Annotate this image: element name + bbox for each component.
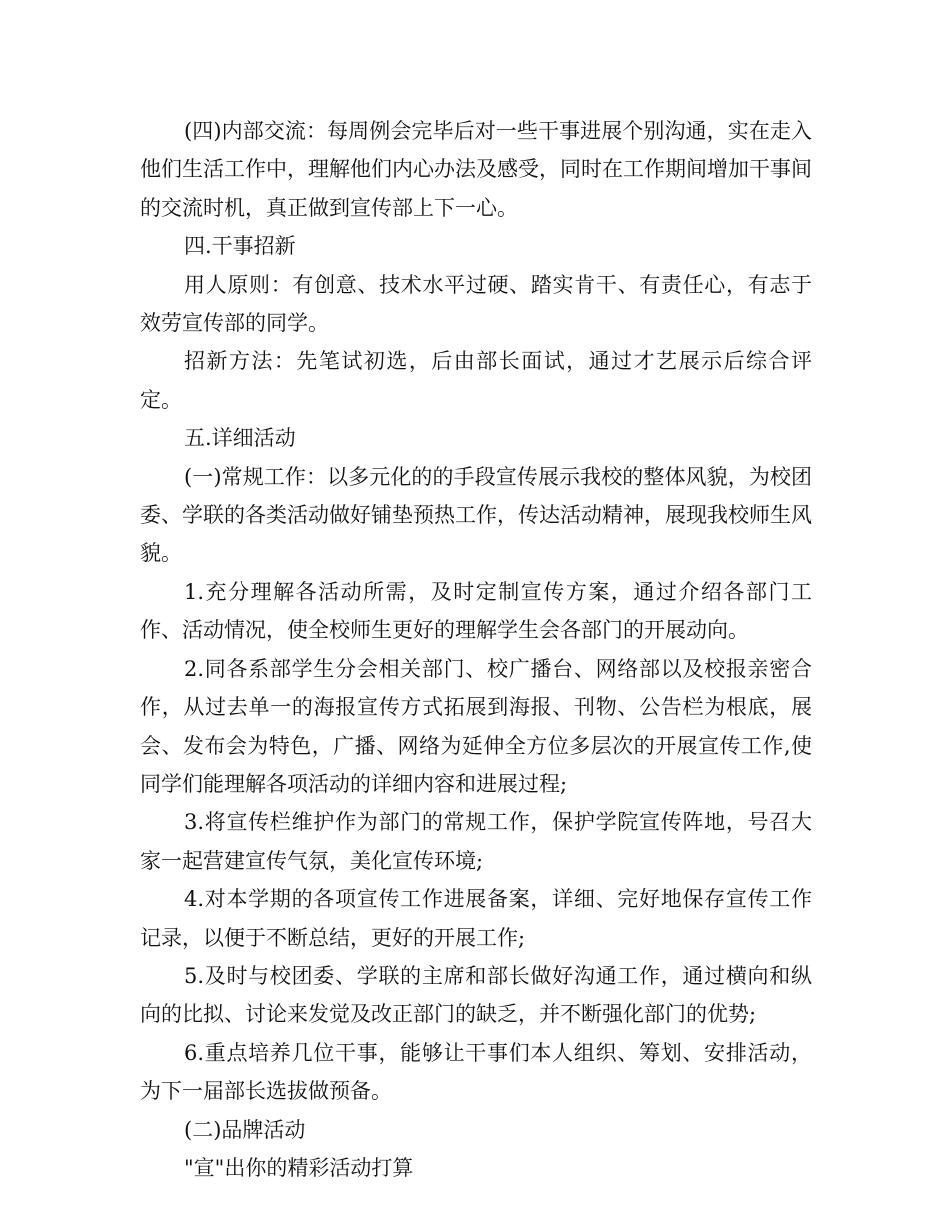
list-item-1: 1.充分理解各活动所需，及时定制宣传方案，通过介绍各部门工作、活动情况，使全校师生更好的理解学生会各部门的开展动向。 bbox=[140, 579, 812, 643]
paragraph-internal-communication: (四)内部交流：每周例会完毕后对一些干事进展个别沟通，实在走入他们生活工作中，理解他们内心办法及感受，同时在工作期间增加干事间的交流时机，真正做到宣传部上下一心。 bbox=[140, 119, 812, 220]
list-item-6: 6.重点培养几位干事，能够让干事们本人组织、筹划、安排活动，为下一届部长选拔做预备。 bbox=[140, 1040, 812, 1104]
list-item-3: 3.将宣传栏维护作为部门的常规工作，保护学院宣传阵地，号召大家一起营建宣传气氛，美化宣传环境; bbox=[140, 810, 812, 873]
list-item-4: 4.对本学期的各项宣传工作进展备案，详细、完好地保存宣传工作记录，以便于不断总结，更好的开展工作; bbox=[140, 887, 812, 950]
document-body bbox=[140, 112, 812, 1187]
paragraph-activity-plan: "宣"出你的精彩活动打算 bbox=[184, 1155, 414, 1180]
paragraph-recruitment-method: 招新方法：先笔试初选，后由部长面试，通过才艺展示后综合评定。 bbox=[140, 349, 812, 412]
list-item-2: 2.同各系部学生分会相关部门、校广播台、网络部以及校报亲密合作，从过去单一的海报宣传方式拓展到海报、刊物、公告栏为根底，展会、发布会为特色，广播、网络为延伸全方位多层次的开展宣传工作,使同学们能理解各项活动的详细内容和进展过程; bbox=[140, 656, 812, 796]
heading-brand-activities: (二)品牌活动 bbox=[184, 1117, 306, 1142]
paragraph-routine-work: (一)常规工作：以多元化的的手段宣传展示我校的整体风貌，为校团委、学联的各类活动做好铺垫预热工作，传达活动精神，展现我校师生风貌。 bbox=[140, 464, 812, 566]
paragraph-hiring-principle: 用人原则：有创意、技术水平过硬、踏实肯干、有责任心，有志于效劳宣传部的同学。 bbox=[140, 272, 812, 336]
heading-detailed-activities: 五.详细活动 bbox=[184, 426, 296, 451]
heading-recruitment: 四.干事招新 bbox=[184, 234, 296, 259]
list-item-5: 5.及时与校团委、学联的主席和部长做好沟通工作，通过横向和纵向的比拟、讨论来发觉及改正部门的缺乏，并不断强化部门的优势; bbox=[140, 963, 812, 1027]
